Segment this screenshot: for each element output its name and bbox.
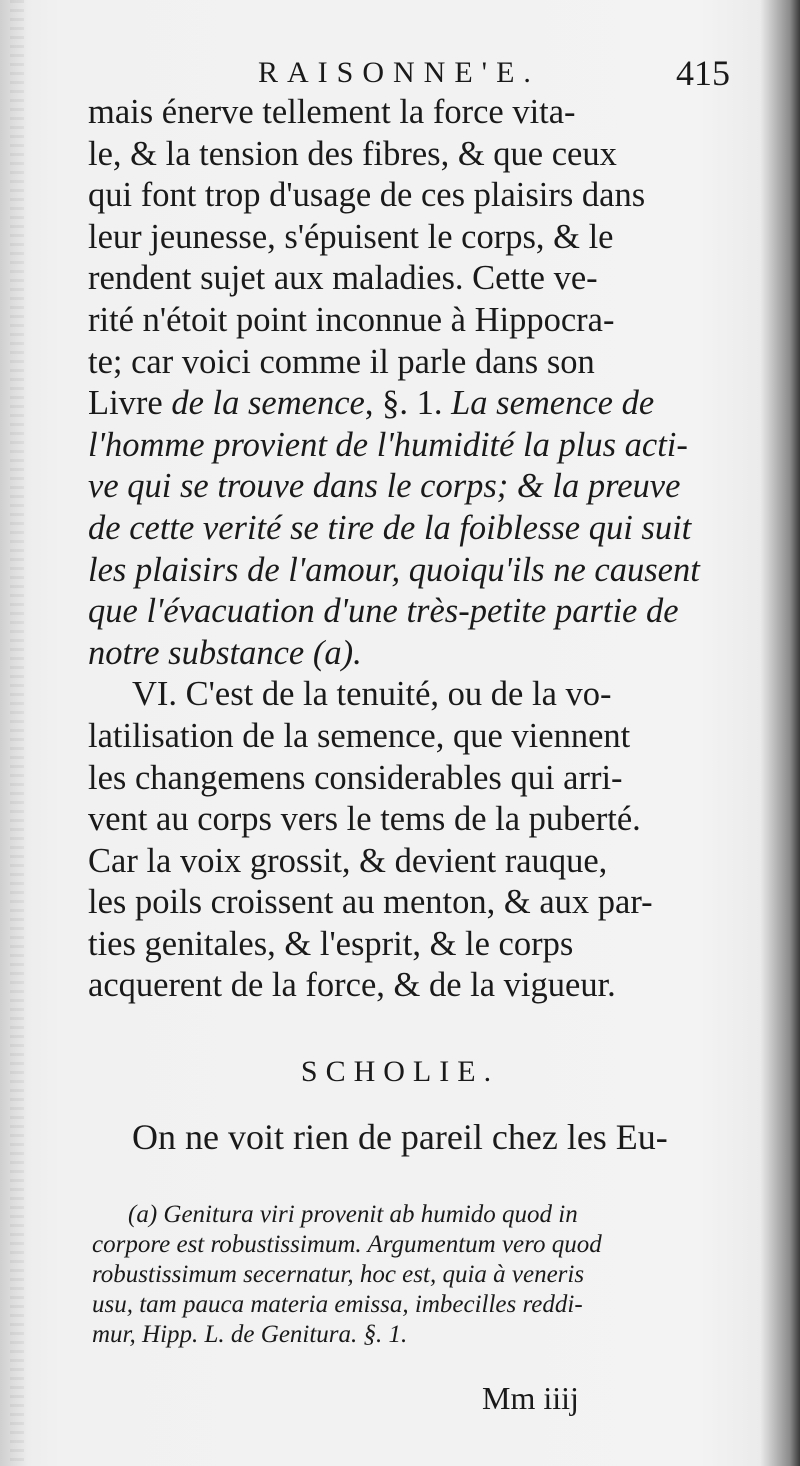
quotation-line: de cette verité se tire de la foiblesse qui suit [88, 508, 692, 547]
text-line: vent au corps vers le tems de la puberté. [88, 800, 641, 839]
text-line: acquerent de la force, & de la vigueur. [88, 966, 616, 1005]
text-line: Car la voix grossit, & devient rauque, [88, 841, 608, 880]
section-heading: SCHOLIE. [300, 1055, 500, 1088]
text-line: les poils croissent au menton, & aux par- [88, 883, 653, 922]
text-line: rendent sujet aux maladies. Cette ve- [88, 259, 598, 298]
quotation-line: les plaisirs de l'amour, quoiqu'ils ne causent [88, 550, 700, 589]
quotation-line: l'homme provient de l'humidité la plus acti- [88, 425, 688, 464]
text-line: mais énerve tellement la force vita- [88, 93, 576, 131]
text-line: latilisation de la semence, que viennent [88, 716, 631, 755]
footnote-line: corpore est robustissimum. Argumentum vero quod [92, 1231, 602, 1258]
text-line: te; car voici comme il parle dans son [88, 342, 595, 381]
signature-mark: Mm iiij [482, 1380, 579, 1416]
text-line: le, & la tension des fibres, & que ceux [88, 134, 617, 173]
footnote-line: (a) Genitura viri provenit ab humido quod in [128, 1201, 578, 1228]
text-line: rité n'étoit point inconnue à Hippocra- [88, 300, 615, 339]
text-line: ties genitales, & l'esprit, & le corps [88, 924, 574, 963]
running-title: RAISONNE'E. [258, 56, 540, 89]
roman-segment: , §. 1. [364, 384, 452, 423]
footnote-line: robustissimum secernatur, hoc est, quia à veneris [92, 1261, 585, 1288]
text-line: qui font trop d'usage de ces plaisirs dans [88, 176, 646, 215]
footnote-line: mur, Hipp. L. de Genitura. §. 1. [92, 1321, 408, 1348]
paragraph-start-line: VI. C'est de la tenuité, ou de la vo- [132, 675, 612, 714]
text-line: leur jeunesse, s'épuisent le corps, & le [88, 217, 614, 256]
quotation-line: que l'évacuation d'une très-petite partie de [88, 592, 679, 631]
text-line: les changemens considerables qui arri- [88, 758, 623, 797]
page-number: 415 [676, 53, 730, 93]
footnote-line: usu, tam pauca materia emissa, imbecilles reddi- [92, 1291, 583, 1318]
quotation-line: notre substance (a). [88, 633, 362, 672]
continuation-line: On ne voit rien de pareil chez les Eu- [132, 1117, 668, 1157]
quotation-line: ve qui se trouve dans le corps; & la preuve [88, 467, 681, 506]
binding-gutter [10, 0, 24, 1466]
text-line-mixed [88, 383, 728, 425]
roman-segment: Livre [88, 384, 172, 423]
body-text [88, 92, 728, 1007]
footnote-block [92, 1200, 732, 1350]
italic-segment: de la semence [171, 384, 365, 423]
italic-segment: La semence de [451, 384, 655, 423]
